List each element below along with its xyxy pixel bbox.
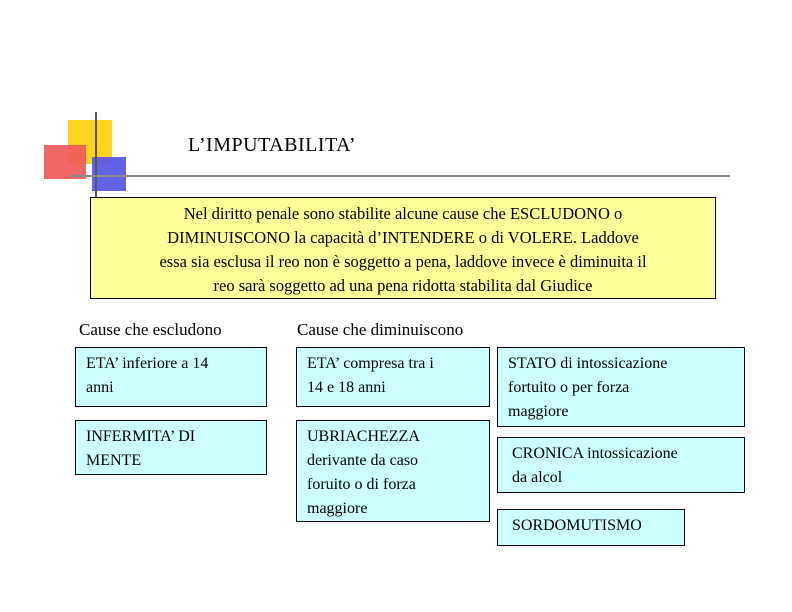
logo-red-square <box>44 145 86 179</box>
cause-box-sordomutismo <box>497 509 685 546</box>
cause-box-eta-compresa <box>296 347 490 407</box>
heading-escludono: Cause che escludono <box>79 320 222 339</box>
cause-box-intossicazione-fortuita <box>497 347 745 427</box>
intro-line: reo sarà soggetto ad una pena ridotta stabilita dal Giudice <box>213 276 593 295</box>
cause-line: foruito o di forza <box>307 476 416 493</box>
cause-line: maggiore <box>307 500 368 517</box>
cause-line: ETA’ inferiore a 14 <box>86 355 209 372</box>
cause-box-eta-inferiore <box>75 347 267 407</box>
heading-diminuiscono: Cause che diminuiscono <box>297 320 464 339</box>
intro-line: essa sia esclusa il reo non è soggetto a pena, laddove invece è diminuita il <box>159 252 647 271</box>
cause-line: STATO di intossicazione <box>508 355 668 372</box>
intro-line: DIMINUISCONO la capacità d’INTENDERE o di VOLERE. Laddove <box>167 228 639 247</box>
cause-line: fortuito o per forza <box>508 379 630 396</box>
intro-line: Nel diritto penale sono stabilite alcune cause che ESCLUDONO o <box>183 204 623 223</box>
cause-box-infermita <box>75 420 267 475</box>
logo-blue-square <box>92 157 126 191</box>
cause-line: anni <box>86 379 114 396</box>
cause-line: da alcol <box>512 469 563 486</box>
slide-title: L’IMPUTABILITA’ <box>188 134 356 156</box>
cause-line: SORDOMUTISMO <box>512 517 642 534</box>
title-divider <box>70 175 730 177</box>
cause-box-intossicazione-cronica <box>497 437 745 493</box>
logo-vertical-line <box>95 112 97 200</box>
cause-line: INFERMITA’ DI <box>86 428 196 445</box>
cause-line: maggiore <box>508 403 569 420</box>
intro-box <box>90 197 716 299</box>
cause-line: MENTE <box>86 452 142 469</box>
cause-line: CRONICA intossicazione <box>512 445 678 462</box>
cause-box-ubriachezza <box>296 420 490 522</box>
cause-line: UBRIACHEZZA <box>307 428 420 445</box>
cause-line: derivante da caso <box>307 452 419 469</box>
cause-line: 14 e 18 anni <box>307 379 386 396</box>
cause-line: ETA’ compresa tra i <box>307 355 434 372</box>
